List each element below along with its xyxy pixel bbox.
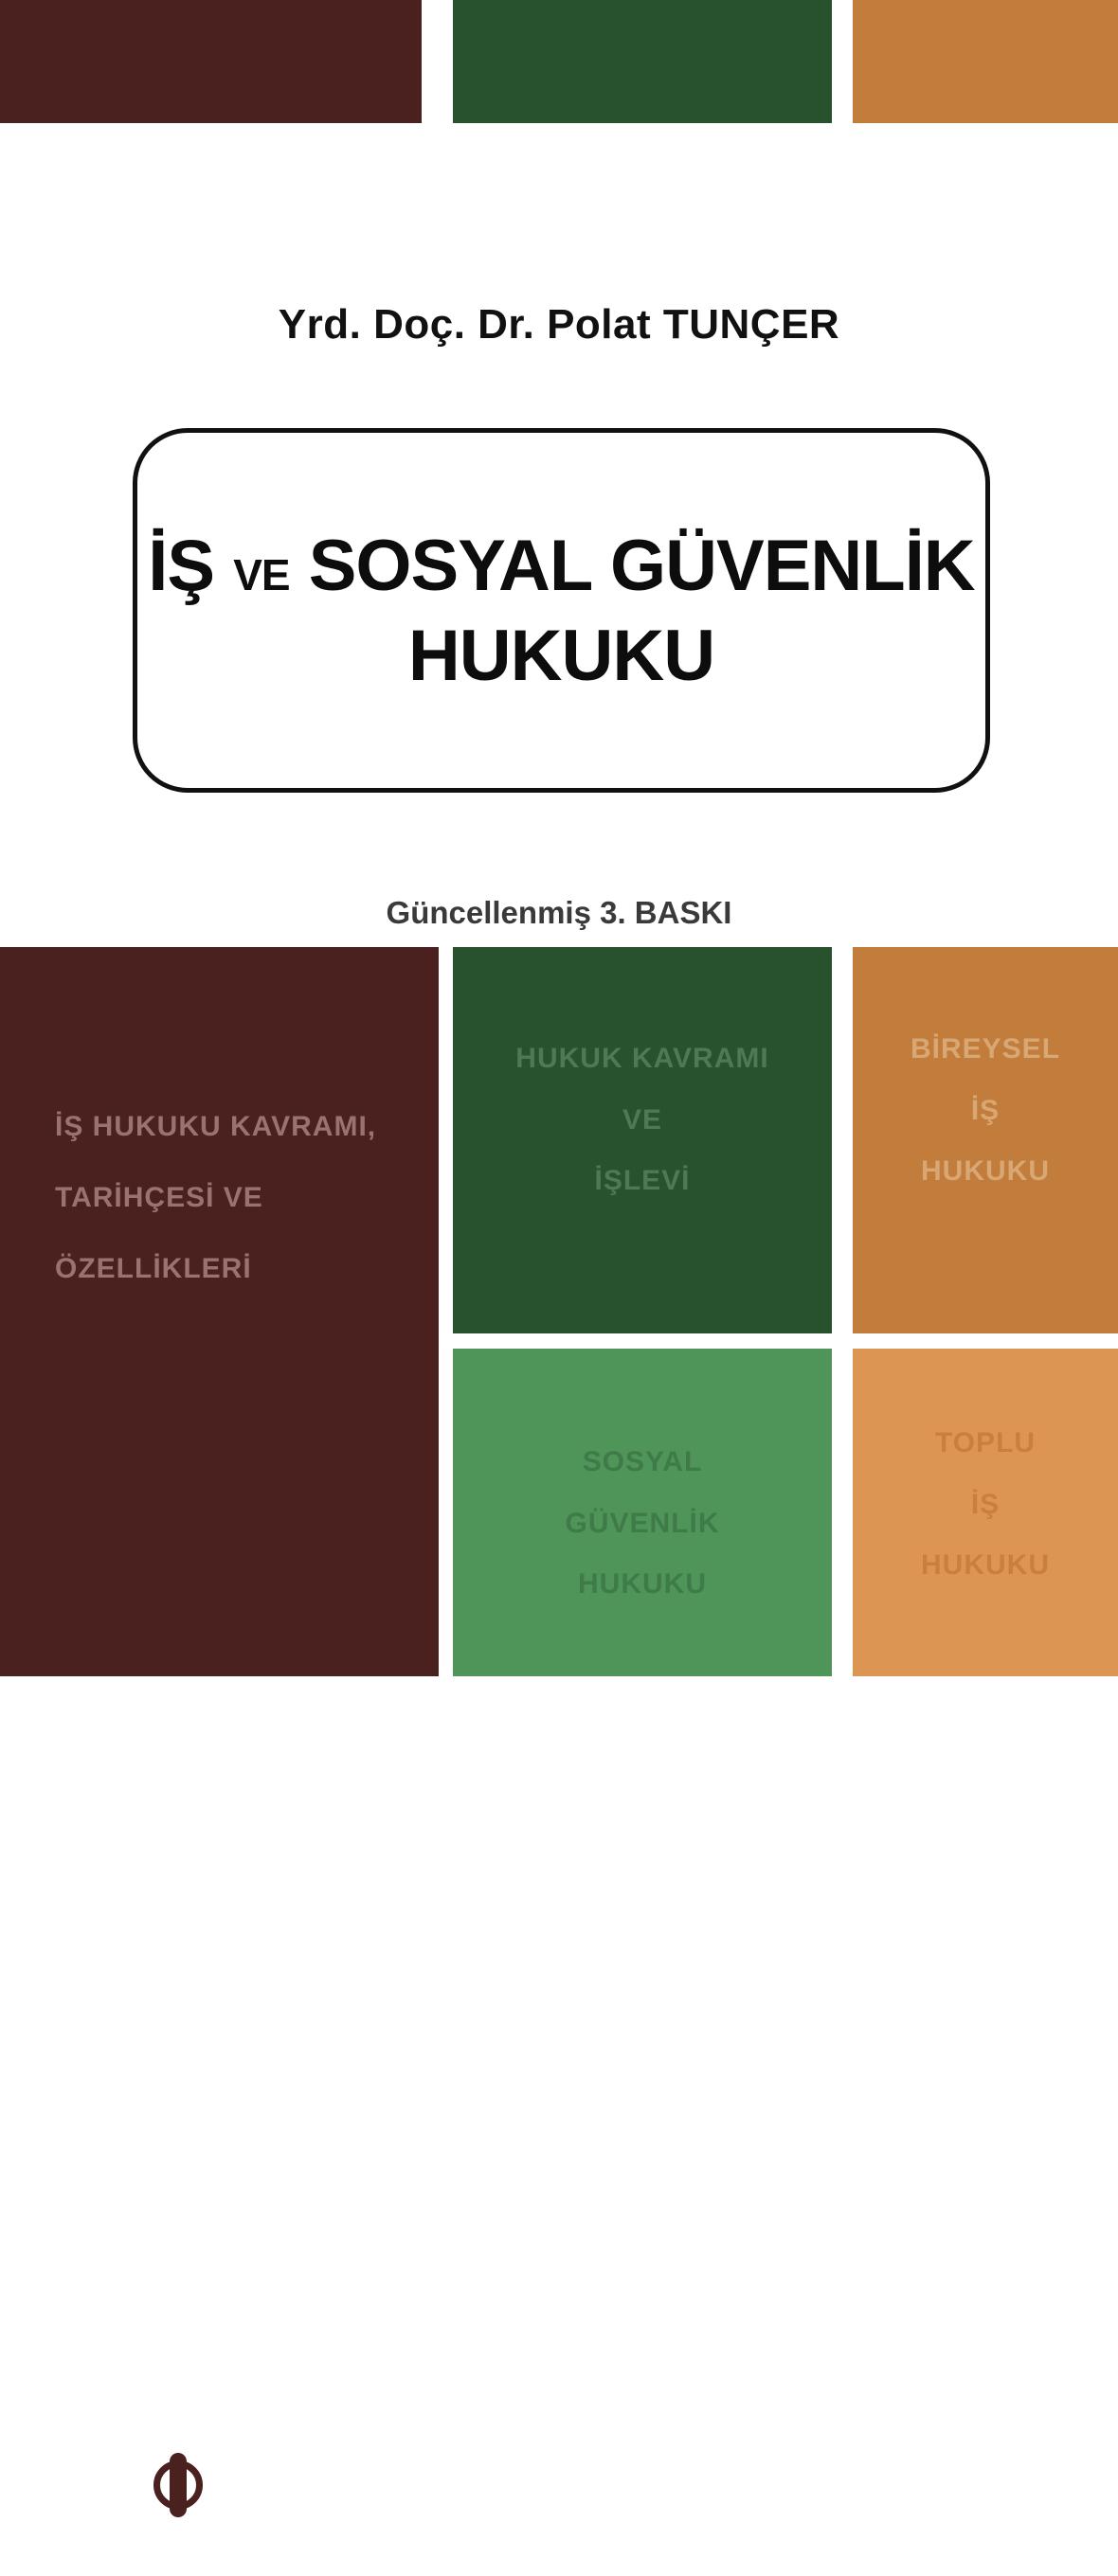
panel-line: İŞ xyxy=(970,1094,1001,1126)
panel-text-group xyxy=(853,1413,1118,1597)
panel-is-hukuku-kavrami xyxy=(0,947,439,2562)
top-block-orange xyxy=(853,0,1118,123)
bottom-panel-grid xyxy=(0,947,1118,2562)
panel-line: TARİHÇESİ VE xyxy=(55,1182,263,1213)
publisher-name: ekin xyxy=(153,2533,203,2562)
title-word-ve: VE xyxy=(233,549,290,599)
top-block-green xyxy=(453,0,832,123)
panel-text-group xyxy=(453,1029,832,1212)
panel-text-group xyxy=(55,1091,396,1304)
title-rest: SOSYAL GÜVENLİK xyxy=(308,525,975,606)
panel-line: HUKUKU xyxy=(921,1155,1050,1187)
panel-line: HUKUK KAVRAMI xyxy=(515,1043,769,1074)
panel-line: GÜVENLİK xyxy=(565,1507,720,1539)
edition-label: Güncellenmiş 3. BASKI xyxy=(386,895,732,930)
panel-line: TOPLU xyxy=(934,1427,1037,1458)
title-line-2: HUKUKU xyxy=(407,615,715,696)
panel-bireysel-is-hukuku xyxy=(853,947,1118,1333)
panel-sosyal-guvenlik-hukuku xyxy=(453,1349,832,1676)
author-name: Yrd. Doç. Dr. Polat TUNÇER xyxy=(278,301,840,348)
panel-line: HUKUKU xyxy=(578,1568,707,1600)
publisher-logo xyxy=(121,2448,235,2576)
panel-line: İŞ HUKUKU KAVRAMI, xyxy=(55,1111,377,1142)
panel-line: BİREYSEL xyxy=(910,1033,1061,1064)
panel-toplu-is-hukuku xyxy=(853,1349,1118,1676)
top-decorative-bar xyxy=(0,0,1118,123)
panel-line: VE xyxy=(622,1103,663,1136)
panel-line: ÖZELLİKLERİ xyxy=(55,1253,252,1284)
panel-line: HUKUKU xyxy=(921,1549,1050,1581)
panel-line: SOSYAL xyxy=(582,1446,703,1477)
title-line-1 xyxy=(148,521,974,611)
panel-hukuk-kavrami-ve-islevi xyxy=(453,947,832,1333)
ekin-logo-icon xyxy=(141,2448,215,2522)
panel-text-group xyxy=(453,1432,832,1616)
title-word-is: İŞ xyxy=(148,525,215,606)
panel-line: İŞ xyxy=(970,1488,1001,1520)
panel-line: İŞLEVİ xyxy=(594,1165,691,1196)
top-block-maroon xyxy=(0,0,422,123)
panel-text-group xyxy=(853,1019,1118,1203)
title-frame xyxy=(133,428,990,793)
